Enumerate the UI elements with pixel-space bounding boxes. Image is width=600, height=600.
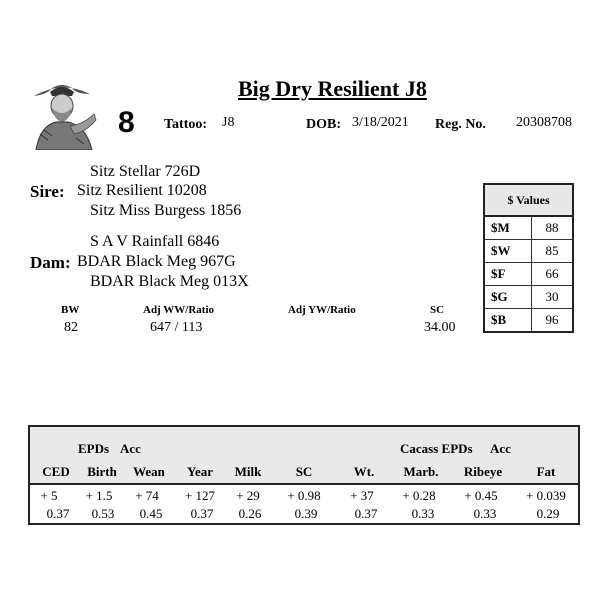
tattoo-value: J8 bbox=[222, 115, 235, 130]
epd-table bbox=[28, 425, 580, 525]
epd-col-name: Wt. bbox=[353, 464, 375, 479]
dollar-values-table bbox=[483, 183, 574, 333]
dollar-row bbox=[484, 286, 573, 309]
epd-value: + 0.98 bbox=[287, 488, 321, 503]
dollar-value: 30 bbox=[532, 286, 574, 309]
sc-label: SC bbox=[430, 304, 445, 316]
epd-value: + 1.5 bbox=[85, 488, 113, 503]
bw-value: 82 bbox=[64, 320, 78, 335]
dollar-row bbox=[484, 216, 573, 240]
acc-value: 0.33 bbox=[411, 506, 435, 521]
epd-col-name: Year bbox=[187, 464, 213, 479]
acc-value: 0.33 bbox=[473, 506, 497, 521]
dollar-value: 96 bbox=[532, 309, 574, 333]
epd-value: + 127 bbox=[184, 488, 216, 503]
epd-col-name: CED bbox=[42, 464, 70, 479]
acc-value: 0.37 bbox=[46, 506, 70, 521]
dam-dam: BDAR Black Meg 013X bbox=[90, 273, 249, 290]
dollar-value: 88 bbox=[532, 216, 574, 240]
sc-value: 34.00 bbox=[424, 320, 456, 335]
dollar-label: $W bbox=[484, 240, 532, 263]
ranch-logo-image bbox=[26, 74, 98, 150]
epd-col-name: Milk bbox=[234, 464, 262, 479]
dob-value: 3/18/2021 bbox=[352, 115, 409, 130]
dollar-row bbox=[484, 263, 573, 286]
reg-label: Reg. No. bbox=[435, 117, 486, 132]
dollar-value: 85 bbox=[532, 240, 574, 263]
epd-col-name: SC bbox=[295, 464, 313, 479]
dollar-values-header: $ Values bbox=[484, 184, 573, 216]
acc-value: 0.39 bbox=[294, 506, 318, 521]
dob-label: DOB: bbox=[306, 117, 341, 132]
epd-value: + 29 bbox=[236, 488, 260, 503]
acc-value: 0.26 bbox=[238, 506, 262, 521]
epd-col-name: Wean bbox=[133, 464, 165, 479]
epd-col-name: Marb. bbox=[403, 464, 439, 479]
acc-value: 0.53 bbox=[91, 506, 115, 521]
epd-value: + 0.039 bbox=[526, 488, 566, 503]
dollar-value: 66 bbox=[532, 263, 574, 286]
sire-sire: Sitz Stellar 726D bbox=[90, 163, 201, 180]
epd-col-name: Fat bbox=[536, 464, 556, 479]
epd-value: + 0.45 bbox=[464, 488, 498, 503]
dam-sire: S A V Rainfall 6846 bbox=[90, 233, 220, 250]
acc-value: 0.37 bbox=[190, 506, 214, 521]
dam-name: BDAR Black Meg 967G bbox=[77, 253, 236, 270]
epd-acc-label: Acc bbox=[120, 441, 141, 456]
dollar-row bbox=[484, 240, 573, 263]
epd-col-name: Birth bbox=[87, 464, 117, 479]
ww-value: 647 / 113 bbox=[150, 320, 203, 335]
acc-value: 0.45 bbox=[139, 506, 163, 521]
dollar-row bbox=[484, 309, 573, 333]
tattoo-label: Tattoo: bbox=[164, 117, 208, 132]
ww-label: Adj WW/Ratio bbox=[143, 304, 214, 316]
sire-name: Sitz Resilient 10208 bbox=[77, 182, 207, 199]
dollar-label: $B bbox=[484, 309, 532, 333]
epd-value: + 37 bbox=[350, 488, 374, 503]
animal-name-title: Big Dry Resilient J8 bbox=[238, 76, 427, 101]
dollar-label: $M bbox=[484, 216, 532, 240]
sire-dam: Sitz Miss Burgess 1856 bbox=[90, 202, 242, 219]
carcass-acc-label: Acc bbox=[490, 441, 511, 456]
acc-value: 0.29 bbox=[536, 506, 560, 521]
epd-col-name: Ribeye bbox=[463, 464, 503, 479]
acc-value: 0.37 bbox=[354, 506, 378, 521]
dollar-label: $G bbox=[484, 286, 532, 309]
epd-group-label: EPDs bbox=[78, 441, 110, 456]
dollar-label: $F bbox=[484, 263, 532, 286]
epd-value: + 0.28 bbox=[402, 488, 436, 503]
sire-label: Sire: bbox=[30, 182, 65, 201]
yw-label: Adj YW/Ratio bbox=[288, 304, 356, 316]
bw-label: BW bbox=[61, 304, 80, 316]
epd-value: + 74 bbox=[135, 488, 159, 503]
reg-value: 20308708 bbox=[516, 115, 572, 130]
dam-label: Dam: bbox=[30, 253, 71, 272]
carcass-epd-group-label: Cacass EPDs bbox=[400, 441, 473, 456]
epd-value: + 5 bbox=[40, 488, 58, 503]
lot-number: 8 bbox=[118, 106, 135, 139]
